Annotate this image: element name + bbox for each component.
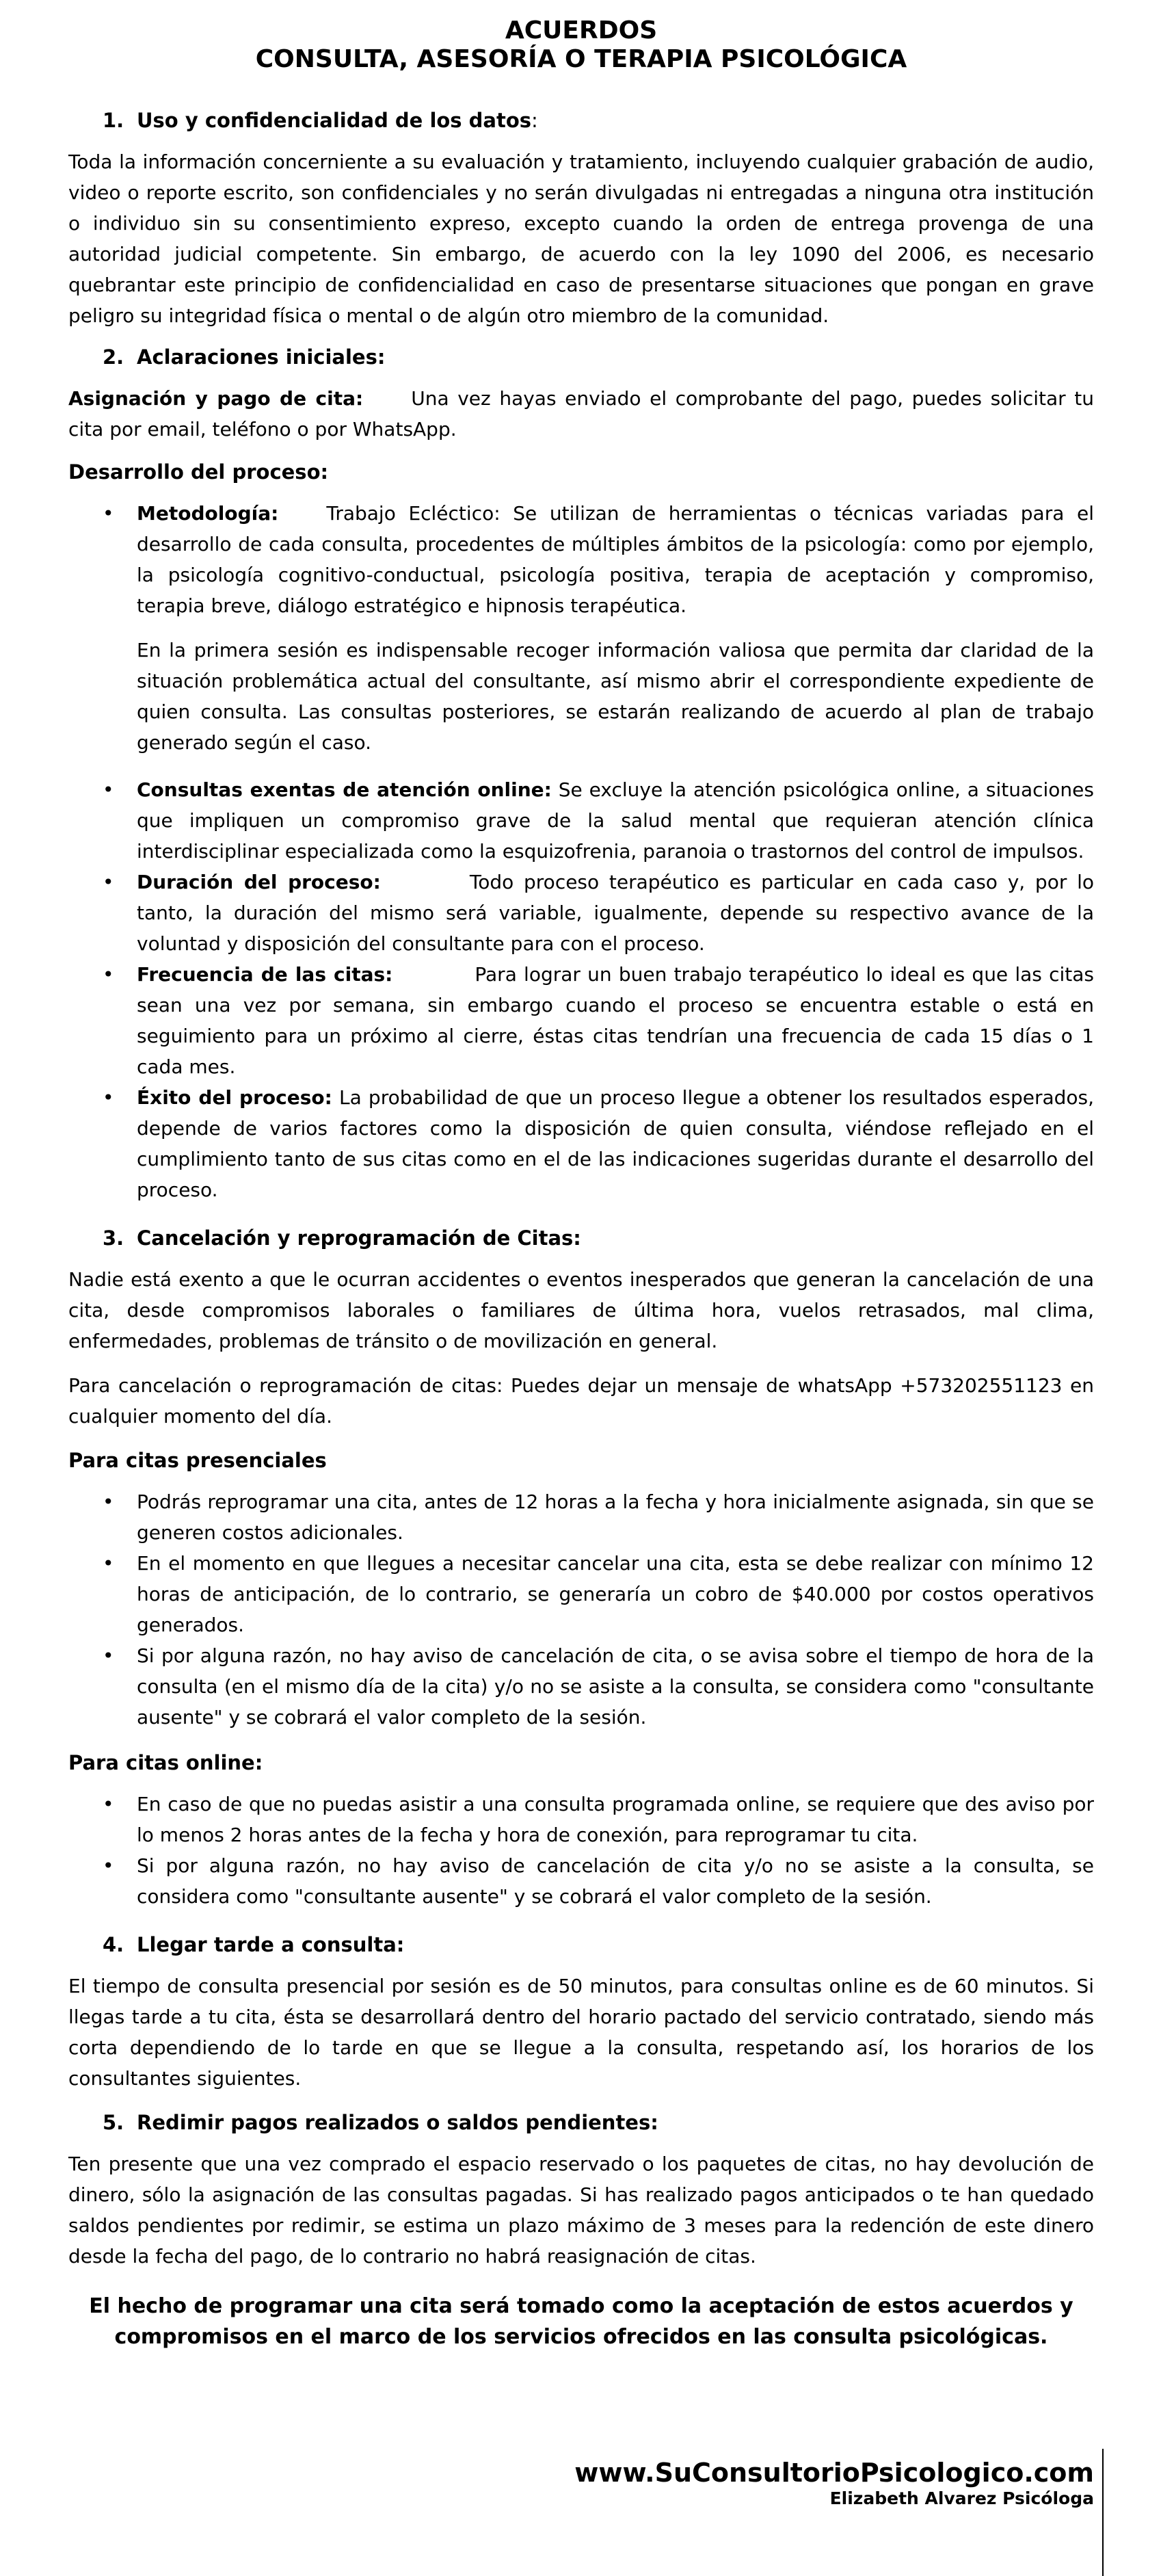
closing-statement bbox=[68, 2291, 1094, 2352]
section-3-paragraph-1: Nadie está exento a que le ocurran accidentes o eventos inesperados que generan la cancelación de una cita, desde compromisos laborales o familiares de última hora, vuelos retrasados, mal clima, enfermedades, problemas de tránsito o de movilización en general. bbox=[68, 1268, 1094, 1352]
frequency-label: Frecuencia de las citas: bbox=[137, 963, 393, 986]
section-4-title: Llegar tarde a consulta: bbox=[137, 1933, 405, 1956]
section-3-number: 3. bbox=[103, 1226, 124, 1250]
methodology-text: Trabajo Ecléctico: Se utilizan de herramientas o técnicas variadas para el desarrollo de cada consulta, procedentes de múltiples ámbitos de la psicología: como por ejemplo, la psicología cognitivo-conductual, psicología positiva, terapia de aceptación y compromiso, terapia breve, diálogo estratégico e hipnosis terapéutica. bbox=[137, 502, 1094, 617]
document-title-line2: CONSULTA, ASESORÍA O TERAPIA PSICOLÓGICA bbox=[255, 45, 907, 73]
list-item-success: • Éxito del proceso: La probabilidad de que un proceso llegue a obtener los resultados esperados, depende de varios factores como la disposición de quien consulta, viéndose reflejado en el cumplimiento tanto de sus citas como en el de las indicaciones sugeridas durante el desarrollo del proceso. bbox=[103, 1086, 1095, 1201]
signature: Elizabeth Alvarez Psicóloga bbox=[829, 2488, 1094, 2508]
section-2-title: Aclaraciones iniciales: bbox=[137, 345, 386, 369]
success-text: La probabilidad de que un proceso llegue a obtener los resultados esperados, depende de varios factores como la disposición de quien consulta, viéndose reflejado en el cumplimiento tanto de sus citas como en el de las indicaciones sugeridas durante el desarrollo del proceso. bbox=[137, 1086, 1095, 1201]
section-5-body: Ten presente que una vez comprado el espacio reservado o los paquetes de citas, no hay devolución de dinero, sólo la asignación de las consultas pagadas. Si has realizado pagos anticipados o te han quedado saldos pendientes por redimir, se estima un plazo máximo de 3 meses para la redención de este dinero desde la fecha del pago, de lo contrario no habrá reasignación de citas. bbox=[68, 2153, 1094, 2268]
footer bbox=[574, 2457, 1094, 2509]
online-exclusions-text: Se excluye la atención psicológica online, a situaciones que impliquen un compromiso grave de la salud mental que requieran atención clínica interdisciplinar especializada como la esquizofrenia, paranoia o trastornos del control de impulsos. bbox=[137, 778, 1094, 863]
list-item-online-exclusions: • Consultas exentas de atención online: Se excluye la atención psicológica online, a situaciones que impliquen un compromiso grave de la salud mental que requieran atención clínica interdisciplinar especializada como la esquizofrenia, paranoia o trastornos del control de impulsos. bbox=[103, 778, 1094, 863]
section-1-body: Toda la información concerniente a su evaluación y tratamiento, incluyendo cualquier grabación de audio, video o reporte escrito, son confidenciales y no serán divulgadas ni entregadas a ninguna otra institución o individuo sin su consentimiento expreso, excepto cuando la orden de entrega provenga de una autoridad judicial competente. Sin embargo, de acuerdo con la ley 1090 del 2006, es necesario quebrantar este principio de confidencialidad en caso de presentarse situaciones que pongan en grave peligro su integridad física o mental o de algún otro miembro de la comunidad. bbox=[68, 150, 1094, 327]
online-subheading: Para citas online: bbox=[68, 1751, 263, 1774]
online-exclusions-label: Consultas exentas de atención online: bbox=[137, 778, 552, 801]
section-5-title: Redimir pagos realizados o saldos pendientes: bbox=[137, 2111, 658, 2134]
section-2-heading bbox=[68, 342, 1094, 372]
closing-line-1: El hecho de programar una cita será tomado como la aceptación de estos acuerdos y bbox=[89, 2294, 1073, 2318]
section-1-title: Uso y confidencialidad de los datos bbox=[137, 109, 532, 132]
section-3-heading bbox=[68, 1223, 1094, 1253]
section-4-heading bbox=[68, 1930, 1094, 1960]
process-subheading: Desarrollo del proceso: bbox=[68, 460, 329, 484]
section-4-number: 4. bbox=[103, 1933, 124, 1956]
list-item-frequency: • Frecuencia de las citas: Para lograr un buen trabajo terapéutico lo ideal es que las citas sean una vez por semana, sin embargo cuando el proceso se encuentra estable o está en seguimiento para un próximo al cierre, éstas citas tendrían una frecuencia de cada 15 días o 1 cada mes. bbox=[103, 963, 1095, 1078]
payment-paragraph bbox=[68, 383, 1094, 445]
list-item-duration: • Duración del proceso: Todo proceso terapéutico es particular en cada caso y, por lo tanto, la duración del mismo será variable, igualmente, depende su respectivo avance de la voluntad y disposición del consultante para con el proceso. bbox=[103, 871, 1095, 955]
section-4-body: El tiempo de consulta presencial por sesión es de 50 minutos, para consultas online es de 60 minutos. Si llegas tarde a tu cita, ésta se desarrollará dentro del horario pactado del servicio contratado, siendo más corta dependiendo de lo tarde en que se llegue a la consulta, respetando así, los horarios de los consultantes siguientes. bbox=[68, 1975, 1094, 2090]
process-list-2 bbox=[68, 774, 1094, 1205]
closing-line-2: compromisos en el marco de los servicios ofrecidos en las consulta psicológicas. bbox=[114, 2325, 1048, 2349]
section-5-heading bbox=[68, 2107, 1094, 2138]
list-item: • En caso de que no puedas asistir a una consulta programada online, se requiere que des aviso por lo menos 2 horas antes de la fecha y hora de conexión, para reprogramar tu cita. bbox=[103, 1793, 1094, 1846]
section-3-title: Cancelación y reprogramación de Citas: bbox=[137, 1226, 581, 1250]
payment-label: Asignación y pago de cita: bbox=[68, 387, 364, 410]
in-person-list bbox=[68, 1486, 1094, 1733]
agreement-document bbox=[68, 16, 1094, 2352]
list-item-methodology: • Metodología: Trabajo Ecléctico: Se utilizan de herramientas o técnicas variadas para el desarrollo de cada consulta, procedentes de múltiples ámbitos de la psicología: como por ejemplo, la psicología cognitivo-conductual, psicología positiva, terapia de aceptación y compromiso, terapia breve, diálogo estratégico e hipnosis terapéutica. bbox=[103, 502, 1094, 617]
duration-text: Todo proceso terapéutico es particular en cada caso y, por lo tanto, la duración del mismo será variable, igualmente, depende su respectivo avance de la voluntad y disposición del consultante para con el proceso. bbox=[137, 871, 1095, 955]
section-3-paragraph-2: Para cancelación o reprogramación de citas: Puedes dejar un mensaje de whatsApp +573202551123 en cualquier momento del día. bbox=[68, 1374, 1094, 1428]
success-label: Éxito del proceso: bbox=[137, 1086, 332, 1109]
duration-label: Duración del proceso: bbox=[137, 871, 381, 893]
section-2-number: 2. bbox=[103, 345, 124, 369]
section-1-number: 1. bbox=[103, 109, 124, 132]
methodology-label: Metodología: bbox=[137, 502, 279, 525]
list-item: • En el momento en que llegues a necesitar cancelar una cita, esta se debe realizar con mínimo 12 horas de anticipación, de lo contrario, se generaría un cobro de $40.000 por costos operativos generados. bbox=[103, 1552, 1094, 1636]
document-title-line1: ACUERDOS bbox=[505, 16, 658, 44]
list-item: • Podrás reprogramar una cita, antes de 12 horas a la fecha y hora inicialmente asignada, sin que se generen costos adicionales. bbox=[103, 1490, 1094, 1544]
section-5-number: 5. bbox=[103, 2111, 124, 2134]
online-list bbox=[68, 1789, 1094, 1912]
frequency-text: Para lograr un buen trabajo terapéutico lo ideal es que las citas sean una vez por semana, sin embargo cuando el proceso se encuentra estable o está en seguimiento para un próximo al cierre, éstas citas tendrían una frecuencia de cada 15 días o 1 cada mes. bbox=[137, 963, 1095, 1078]
website-link[interactable]: www.SuConsultorioPsicologico.com bbox=[574, 2458, 1094, 2488]
list-item: • Si por alguna razón, no hay aviso de cancelación de cita, o se avisa sobre el tiempo de hora de la consulta (en el mismo día de la cita) y/o no se asiste a la consulta, se considera como "consultante ausente" y se cobrará el valor completo de la sesión. bbox=[103, 1644, 1094, 1729]
payment-text: Una vez hayas enviado el comprobante del pago, puedes solicitar tu cita por email, teléfono o por WhatsApp. bbox=[68, 387, 1095, 441]
section-1-heading: 1. Uso y confidencialidad de los datos: bbox=[68, 105, 1094, 135]
list-item: • Si por alguna razón, no hay aviso de cancelación de cita y/o no se asiste a la consulta, se considera como "consultante ausente" y se cobrará el valor completo de la sesión. bbox=[103, 1854, 1094, 1908]
first-session-paragraph: En la primera sesión es indispensable recoger información valiosa que permita dar claridad de la situación problemática actual del consultante, así mismo abrir el correspondiente expediente de quien consulta. Las consultas posteriores, se estarán realizando de acuerdo al plan de trabajo generado según el caso. bbox=[137, 639, 1094, 754]
process-list bbox=[68, 498, 1094, 621]
in-person-subheading: Para citas presenciales bbox=[68, 1449, 327, 1472]
footer-divider bbox=[1102, 2449, 1104, 2576]
